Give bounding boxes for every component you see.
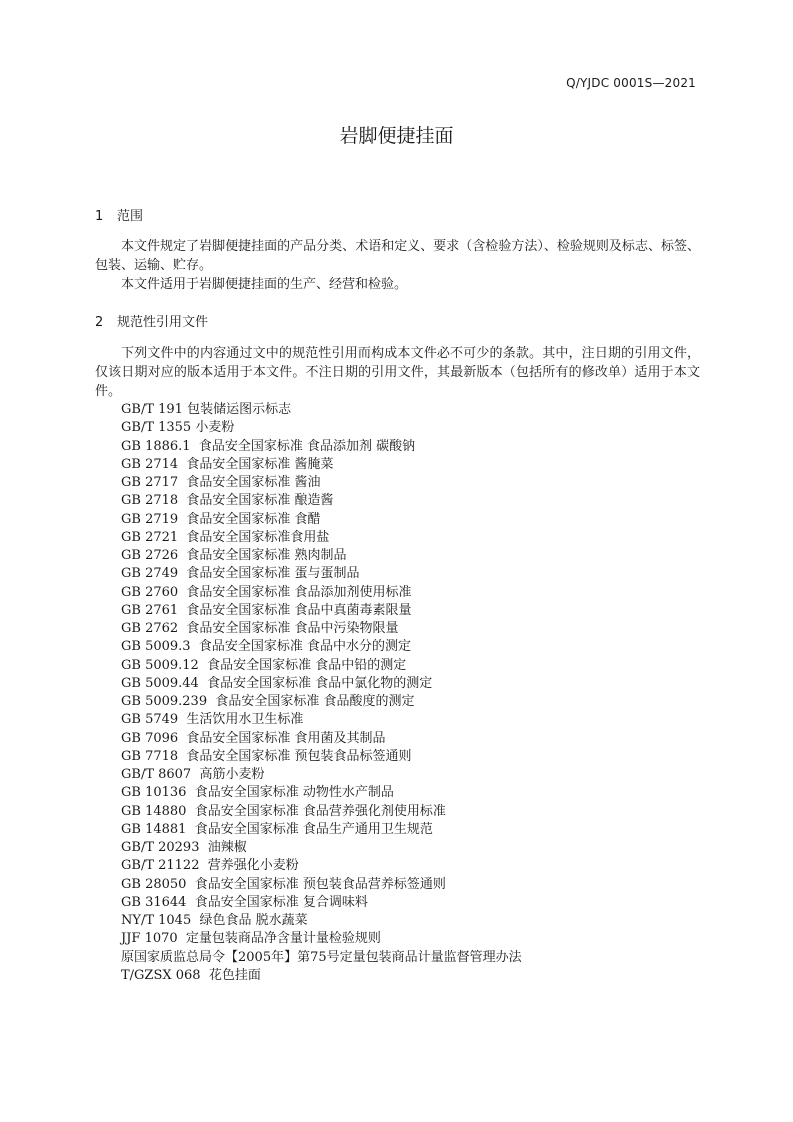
section-2-title: 规范性引用文件: [117, 315, 209, 330]
reference-item: GB 14881 食品安全国家标准 食品生产通用卫生规范: [121, 821, 433, 837]
reference-item: GB 7718 食品安全国家标准 预包装食品标签通则: [121, 748, 412, 764]
reference-item: GB 2717 食品安全国家标准 酱油: [121, 475, 321, 490]
reference-item: GB 2714 食品安全国家标准 酱腌菜: [121, 456, 334, 472]
reference-item: GB 5009.12 食品安全国家标准 食品中铅的测定: [121, 657, 407, 673]
reference-item: GB 28050 食品安全国家标准 预包装食品营养标签通则: [121, 876, 446, 892]
reference-item: GB 2749 食品安全国家标准 蛋与蛋制品: [121, 566, 360, 582]
reference-item: GB 31644 食品安全国家标准 复合调味料: [121, 894, 368, 910]
reference-item: GB 7096 食品安全国家标准 食用菌及其制品: [121, 730, 386, 746]
reference-item: GB 1886.1 食品安全国家标准 食品添加剂 碳酸钠: [121, 438, 416, 454]
reference-item: GB/T 21122 营养强化小麦粉: [121, 858, 299, 874]
section-1-title: 范围: [117, 209, 144, 224]
document-title: 岩脚便捷挂面: [339, 125, 454, 147]
reference-item: GB 10136 食品安全国家标准 动物性水产制品: [121, 785, 394, 801]
reference-item: GB/T 8607 高筋小麦粉: [121, 767, 265, 782]
reference-item: NY/T 1045 绿色食品 脱水蔬菜: [121, 913, 308, 928]
reference-list: [121, 401, 522, 985]
reference-item: GB 2726 食品安全国家标准 熟肉制品: [121, 548, 347, 563]
reference-item: GB/T 20293 油辣椒: [121, 840, 247, 855]
reference-item: GB/T 1355 小麦粉: [121, 420, 235, 436]
section-2-number: 2: [95, 315, 104, 330]
document-number: Q/YJDC 0001S—2021: [566, 76, 696, 90]
reference-item: GB 2719 食品安全国家标准 食醋: [121, 511, 321, 527]
reference-item: T/GZSX 068 花色挂面: [121, 967, 261, 983]
reference-item: GB 2718 食品安全国家标准 酿造酱: [121, 493, 334, 509]
reference-item: JJF 1070 定量包装商品净含量计量检验规则: [121, 931, 381, 947]
section-2-intro: 下列文件中的内容通过文中的规范性引用而构成本文件必不可少的条款。其中，注日期的引用文件，仅该日期对应的版本适用于本文件。不注日期的引用文件，其最新版本（包括所有的修改单）适用于本文件。: [95, 346, 700, 399]
reference-item: GB 2721 食品安全国家标准食用盐: [121, 529, 330, 545]
reference-item: GB 2762 食品安全国家标准 食品中污染物限量: [121, 621, 399, 636]
section-1-paragraph-2: 本文件适用于岩脚便捷挂面的生产、经营和检验。: [121, 277, 408, 292]
reference-item: GB 14880 食品安全国家标准 食品营养强化剂使用标准: [121, 803, 446, 819]
reference-item: GB 5749 生活饮用水卫生标准: [121, 712, 304, 728]
reference-item: GB 2760 食品安全国家标准 食品添加剂使用标准: [121, 584, 412, 600]
reference-item: GB/T 191 包装储运图示标志: [121, 402, 292, 417]
reference-item: 原国家质监总局令【2005年】第75号定量包装商品计量监督管理办法: [121, 949, 522, 965]
section-1-heading: [95, 205, 143, 224]
section-2-heading: [95, 311, 208, 330]
reference-item: GB 5009.44 食品安全国家标准 食品中氯化物的测定: [121, 675, 433, 691]
section-1-paragraph-1: 本文件规定了岩脚便捷挂面的产品分类、术语和定义、要求（含检验方法）、检验规则及标志、标签、包装、运输、贮存。: [95, 239, 700, 273]
reference-item: GB 5009.239 食品安全国家标准 食品酸度的测定: [121, 694, 415, 709]
reference-item: GB 2761 食品安全国家标准 食品中真菌毒素限量: [121, 602, 412, 618]
section-1-number: 1: [95, 209, 104, 224]
reference-item: GB 5009.3 食品安全国家标准 食品中水分的测定: [121, 639, 411, 655]
